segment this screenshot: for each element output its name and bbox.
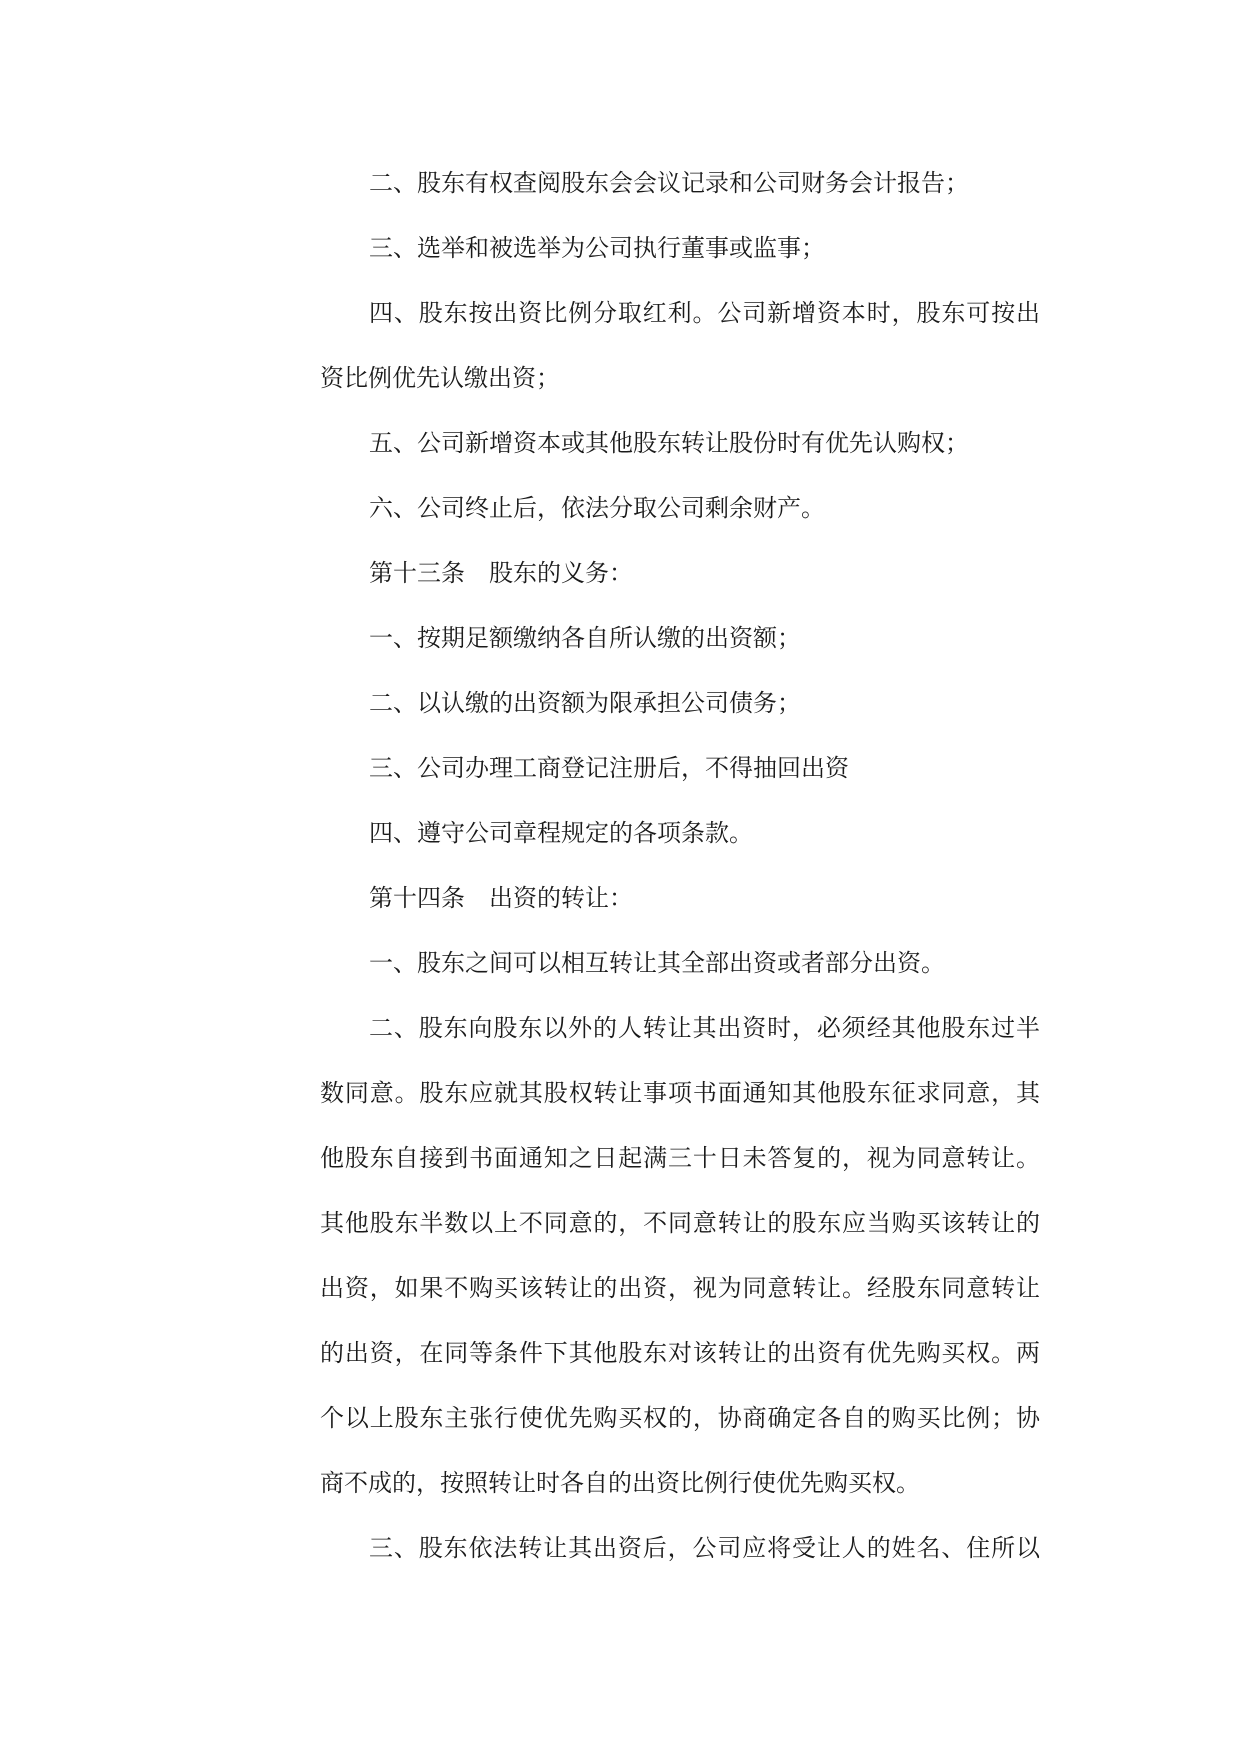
paragraph-line: 其他股东半数以上不同意的，不同意转让的股东应当购买该转让的 — [320, 1209, 1040, 1237]
paragraph-line: 出资，如果不购买该转让的出资，视为同意转让。经股东同意转让 — [320, 1274, 1040, 1302]
paragraph-line: 数同意。股东应就其股权转让事项书面通知其他股东征求同意，其 — [320, 1079, 1040, 1107]
section-heading: 第十三条 股东的义务： — [369, 559, 633, 587]
paragraph-line: 他股东自接到书面通知之日起满三十日未答复的，视为同意转让。 — [320, 1144, 1040, 1172]
paragraph-line: 三、公司办理工商登记注册后，不得抽回出资 — [369, 754, 849, 782]
paragraph-line: 三、股东依法转让其出资后，公司应将受让人的姓名、住所以 — [369, 1534, 1040, 1562]
paragraph-line: 四、遵守公司章程规定的各项条款。 — [369, 819, 753, 847]
paragraph-line: 一、股东之间可以相互转让其全部出资或者部分出资。 — [369, 949, 945, 977]
paragraph-line: 二、以认缴的出资额为限承担公司债务； — [369, 689, 801, 717]
paragraph-line: 三、选举和被选举为公司执行董事或监事； — [369, 234, 825, 262]
paragraph-line: 商不成的，按照转让时各自的出资比例行使优先购买权。 — [320, 1469, 920, 1497]
paragraph-line: 个以上股东主张行使优先购买权的，协商确定各自的购买比例；协 — [320, 1404, 1040, 1432]
paragraph-line: 四、股东按出资比例分取红利。公司新增资本时，股东可按出 — [369, 299, 1040, 327]
paragraph-line: 五、公司新增资本或其他股东转让股份时有优先认购权； — [369, 429, 969, 457]
paragraph-line: 资比例优先认缴出资； — [320, 364, 560, 392]
section-heading: 第十四条 出资的转让： — [369, 884, 633, 912]
paragraph-line: 一、按期足额缴纳各自所认缴的出资额； — [369, 624, 801, 652]
paragraph-line: 二、股东向股东以外的人转让其出资时，必须经其他股东过半 — [369, 1014, 1040, 1042]
paragraph-line: 二、股东有权查阅股东会会议记录和公司财务会计报告； — [369, 169, 969, 197]
paragraph-line: 六、公司终止后，依法分取公司剩余财产。 — [369, 494, 825, 522]
paragraph-line: 的出资，在同等条件下其他股东对该转让的出资有优先购买权。两 — [320, 1339, 1040, 1367]
